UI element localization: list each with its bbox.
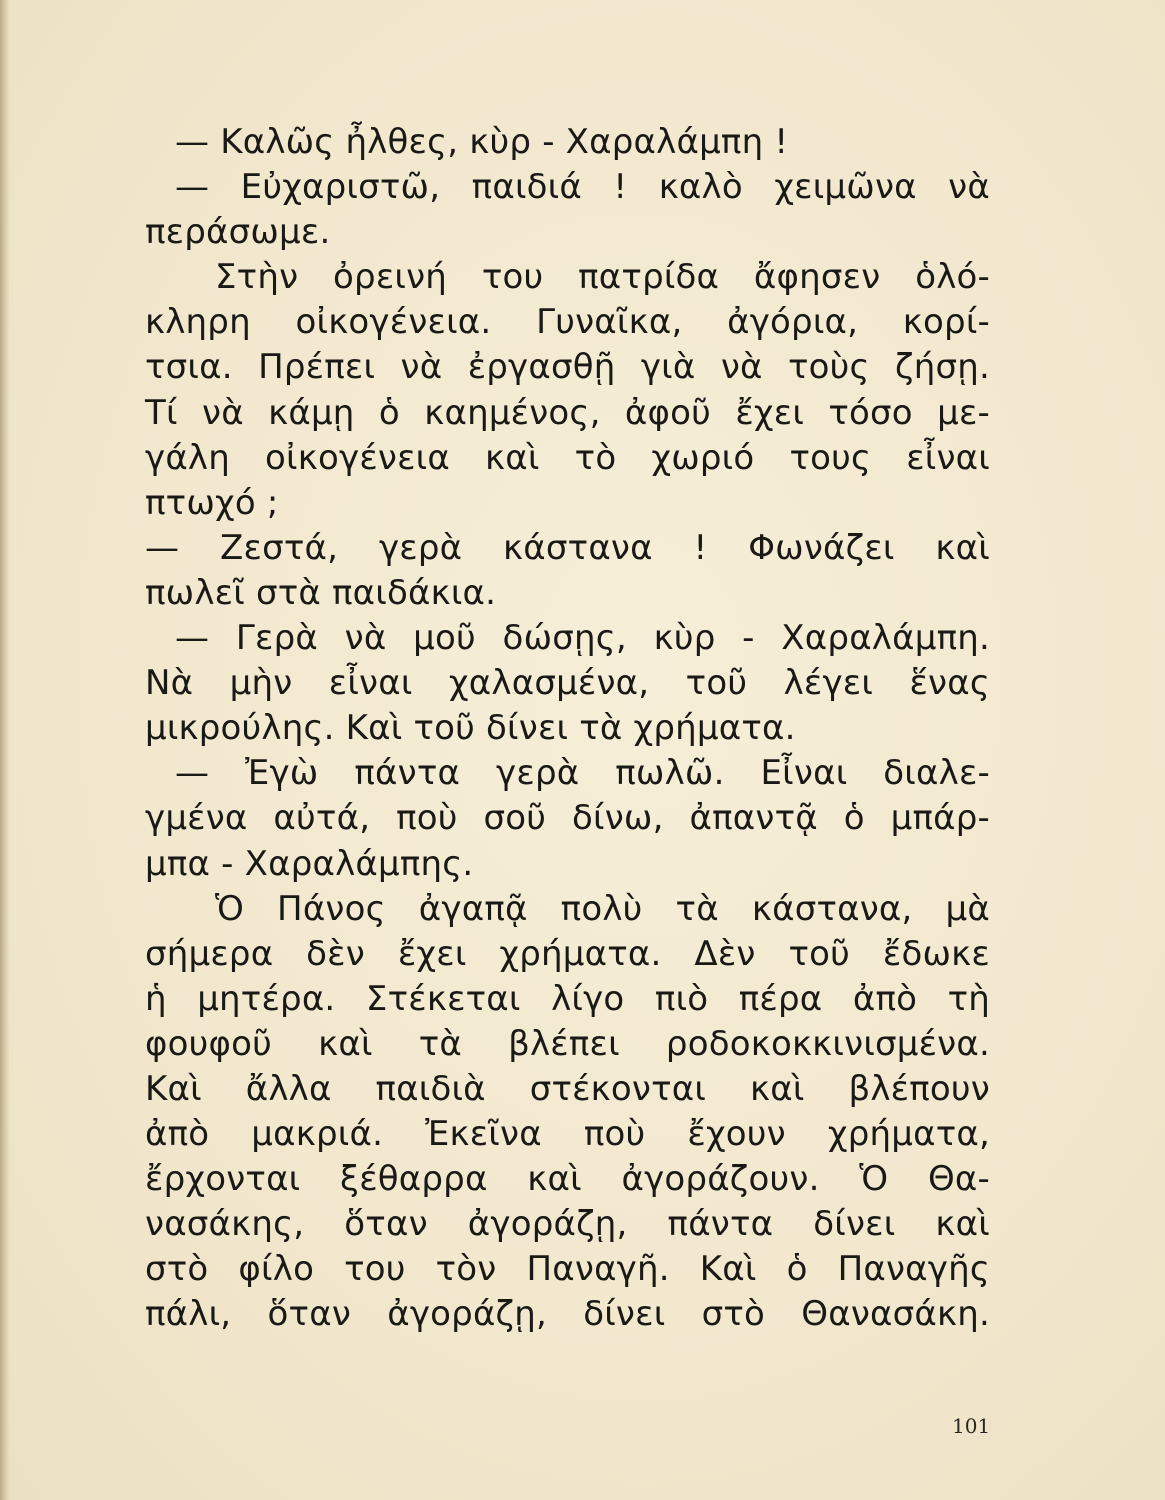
text-line: φουφοῦ καὶ τὰ βλέπει ροδοκοκκινισμένα. xyxy=(145,1023,990,1064)
text-line: μικρούλης. Καὶ τοῦ δίνει τὰ χρήματα. xyxy=(145,708,796,749)
text-line: μπα - Χαραλάμπης. xyxy=(145,843,474,884)
text-line: πτωχό ; xyxy=(145,482,279,523)
text-line: — Εὐχαριστῶ, παιδιά ! καλὸ χειμῶνα νὰ xyxy=(175,167,990,208)
page-number: 101 xyxy=(952,1414,991,1438)
text-line: — Ἐγὼ πάντα γερὰ πωλῶ. Εἶναι διαλε- xyxy=(175,753,990,794)
text-line: πάλι, ὅταν ἀγοράζῃ, δίνει στὸ Θανασάκη. xyxy=(145,1294,990,1335)
text-line: — Γερὰ νὰ μοῦ δώσῃς, κὺρ - Χαραλάμπη. xyxy=(175,618,990,659)
text-line: ἔρχονται ξέθαρρα καὶ ἀγοράζουν. Ὁ Θα- xyxy=(145,1159,990,1200)
text-line: σήμερα δὲν ἔχει χρήματα. Δὲν τοῦ ἔδωκε xyxy=(145,933,990,974)
text-line: πωλεῖ στὰ παιδάκια. xyxy=(145,572,497,613)
text-line: κληρη οἰκογένεια. Γυναῖκα, ἀγόρια, κορί- xyxy=(145,302,990,343)
text-line: Τί νὰ κάμῃ ὁ καημένος, ἀφοῦ ἔχει τόσο με- xyxy=(145,392,990,433)
text-line: ἡ μητέρα. Στέκεται λίγο πιὸ πέρα ἀπὸ τὴ xyxy=(145,978,990,1019)
text-line: στὸ φίλο του τὸν Παναγῆ. Καὶ ὁ Παναγῆς xyxy=(145,1249,990,1290)
text-line: Νὰ μὴν εἶναι χαλασμένα, τοῦ λέγει ἕνας xyxy=(145,663,990,704)
text-line: Στὴν ὀρεινή του πατρίδα ἄφησεν ὁλό- xyxy=(215,257,990,298)
text-line: περάσωμε. xyxy=(145,212,331,253)
body-text xyxy=(145,120,990,1338)
text-line: — Καλῶς ἦλθες, κὺρ - Χαραλάμπη ! xyxy=(175,122,789,162)
text-line: γμένα αὐτά, ποὺ σοῦ δίνω, ἀπαντᾷ ὁ μπάρ- xyxy=(145,798,990,839)
text-line: τσια. Πρέπει νὰ ἐργασθῇ γιὰ νὰ τοὺς ζήσῃ. xyxy=(145,347,990,388)
text-line: — Ζεστά, γερὰ κάστανα ! Φωνάζει καὶ xyxy=(145,527,990,568)
text-line: Ὁ Πάνος ἀγαπᾷ πολὺ τὰ κάστανα, μὰ xyxy=(215,888,990,929)
text-line: νασάκης, ὅταν ἀγοράζῃ, πάντα δίνει καὶ xyxy=(145,1204,990,1245)
text-line: Καὶ ἄλλα παιδιὰ στέκονται καὶ βλέπουν xyxy=(145,1068,990,1109)
page-spine-shadow xyxy=(0,0,10,1500)
text-line: γάλη οἰκογένεια καὶ τὸ χωριό τους εἶναι xyxy=(145,437,990,478)
text-line: ἀπὸ μακριά. Ἐκεῖνα ποὺ ἔχουν χρήματα, xyxy=(145,1114,990,1155)
